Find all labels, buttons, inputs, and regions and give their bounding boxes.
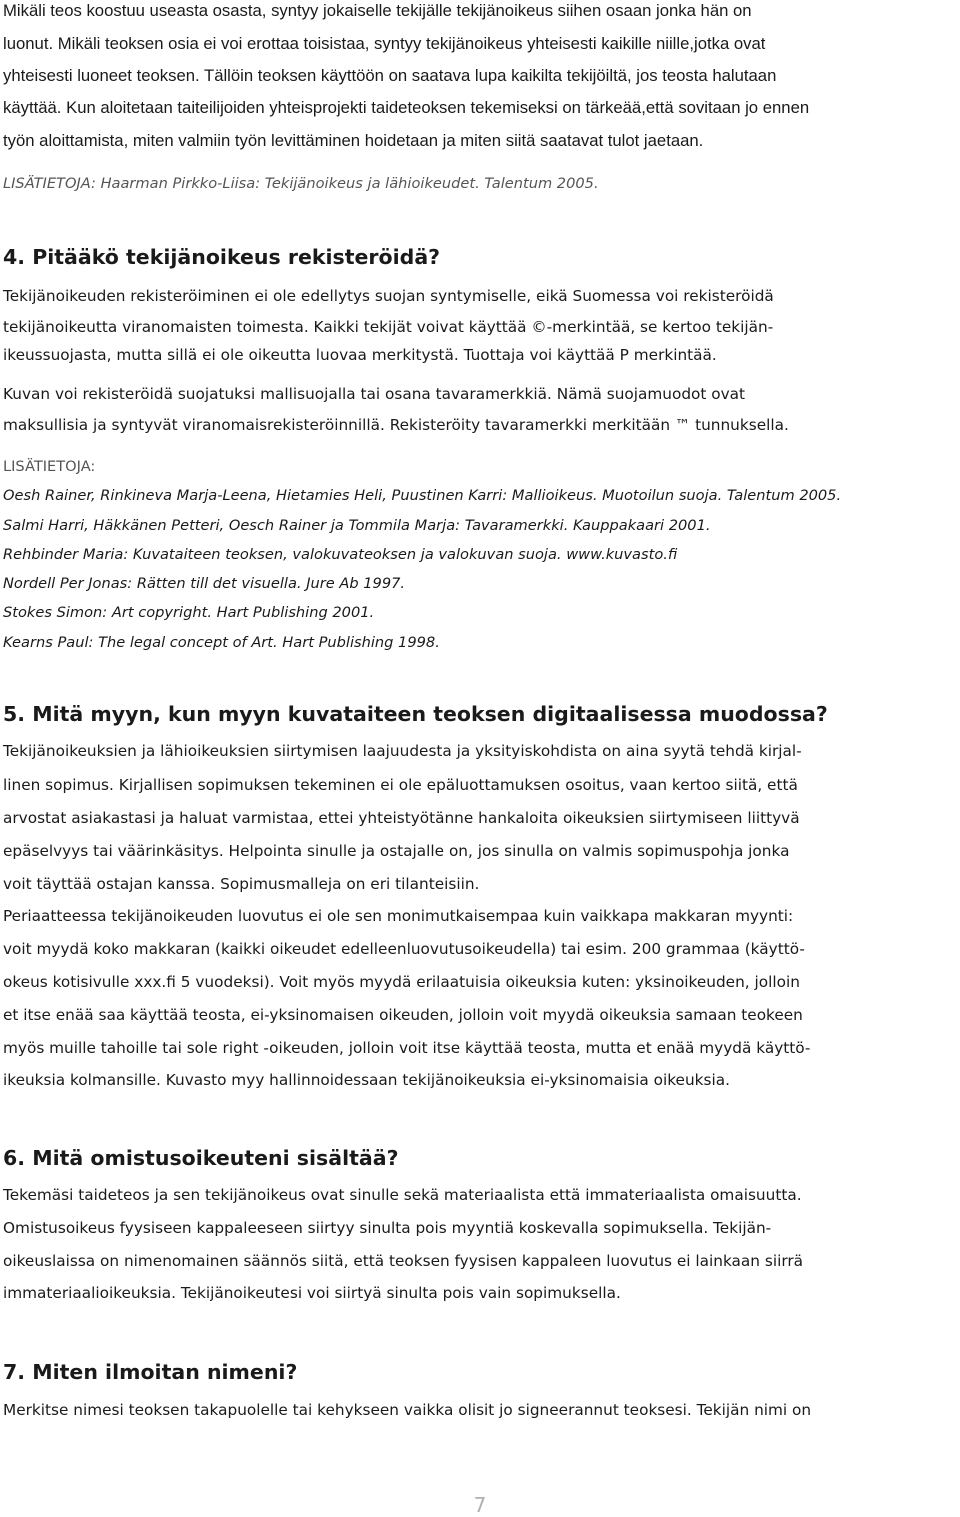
paragraph-line: Kuvan voi rekisteröidä suojatuksi mallisuojalla tai osana tavaramerkkiä. Nämä suojamuodot ovat [3, 385, 746, 403]
reference-item: Rehbinder Maria: Kuvataiteen teoksen, valokuvateoksen ja valokuvan suoja. www.kuvasto.fi [3, 546, 678, 563]
paragraph-line: työn aloittamista, miten valmiin työn levittäminen hoidetaan ja miten siitä saatavat tulot jaetaan. [3, 131, 704, 150]
paragraph-line: luonut. Mikäli teoksen osia ei voi erottaa toisistaa, syntyy tekijänoikeus yhteisesti kaikille niille,jotka ovat [3, 34, 766, 53]
paragraph-line: epäselvyys tai väärinkäsitys. Helpointa sinulle ja ostajalle on, jos sinulla on valmis sopimuspohja jonka [3, 842, 790, 860]
paragraph-line: myös muille tahoille tai sole right -oikeuden, jolloin voit itse käyttää teosta, mutta et enää myydä käyttö- [3, 1039, 811, 1057]
paragraph-line: Mikäli teos koostuu useasta osasta, syntyy jokaiselle tekijälle tekijänoikeus siihen osaan jonka hän on [3, 1, 752, 20]
paragraph-line: käyttää. Kun aloitetaan taiteilijoiden yhteisprojekti taideteoksen tekemiseksi on tärkeää,että sovitaan jo ennen [3, 98, 810, 117]
paragraph-line: et itse enää saa käyttää teosta, ei-yksinomaisen oikeuden, jolloin voit myydä oikeuksia samaan teokeen [3, 1006, 803, 1024]
paragraph-line: okeus kotisivulle xxx.fi 5 vuodeksi). Voit myös myydä erilaatuisia oikeuksia kuten: yksinoikeuden, jolloin [3, 973, 800, 991]
paragraph-line: maksullisia ja syntyvät viranomaisrekisteröinnillä. Rekisteröity tavaramerkki merkitään ™ tunnuksella. [3, 416, 789, 434]
paragraph-line: voit täyttää ostajan kanssa. Sopimusmalleja on eri tilanteisiin. [3, 875, 480, 893]
paragraph-line: Periaatteessa tekijänoikeuden luovutus ei ole sen monimutkaisempaa kuin vaikkapa makkaran myynti: [3, 907, 794, 925]
page-number: 7 [473, 1493, 487, 1517]
more-info-reference: LISÄTIETOJA: Haarman Pirkko-Liisa: Tekijänoikeus ja lähioikeudet. Talentum 2005. [3, 175, 599, 192]
paragraph-line: Tekemäsi taideteos ja sen tekijänoikeus ovat sinulle sekä materiaalista että immateriaalista omaisuutta. [3, 1186, 802, 1204]
section-heading: 7. Miten ilmoitan nimeni? [3, 1360, 298, 1384]
paragraph-line: ikeussuojasta, mutta sillä ei ole oikeutta luovaa merkitystä. Tuottaja voi käyttää P merkintää. [3, 346, 717, 364]
section-heading: 6. Mitä omistusoikeuteni sisältää? [3, 1146, 399, 1170]
reference-item: Nordell Per Jonas: Rätten till det visuella. Jure Ab 1997. [3, 575, 406, 592]
paragraph-line: immateriaalioikeuksia. Tekijänoikeutesi voi siirtyä sinulta pois vain sopimuksella. [3, 1284, 621, 1302]
paragraph-line: linen sopimus. Kirjallisen sopimuksen tekeminen ei ole epäluottamuksen osoitus, vaan kertoo siitä, että [3, 776, 798, 794]
paragraph-line: tekijänoikeutta viranomaisten toimesta. Kaikki tekijät voivat käyttää ©-merkintää, se kertoo tekijän- [3, 318, 774, 336]
paragraph-line: ikeuksia kolmansille. Kuvasto myy hallinnoidessaan tekijänoikeuksia ei-yksinomaisia oikeuksia. [3, 1071, 730, 1089]
paragraph-line: Tekijänoikeuden rekisteröiminen ei ole edellytys suojan syntymiselle, eikä Suomessa voi rekisteröidä [3, 287, 774, 305]
reference-item: Salmi Harri, Häkkänen Petteri, Oesch Rainer ja Tommila Marja: Tavaramerkki. Kauppakaari 2001. [3, 517, 711, 534]
more-info-label: LISÄTIETOJA: [3, 458, 96, 475]
paragraph-line: voit myydä koko makkaran (kaikki oikeudet edelleenluovutusoikeudella) tai esim. 200 grammaa (käyttö- [3, 940, 805, 958]
paragraph-line: arvostat asiakastasi ja haluat varmistaa, ettei yhteistyötänne hankaloita oikeuksien siirtymiseen liittyvä [3, 809, 800, 827]
section-heading: 4. Pitääkö tekijänoikeus rekisteröidä? [3, 245, 441, 269]
paragraph-line: Merkitse nimesi teoksen takapuolelle tai kehykseen vaikka olisit jo signeerannut teoksesi. Tekijän nimi on [3, 1401, 812, 1419]
paragraph-line: Omistusoikeus fyysiseen kappaleeseen siirtyy sinulta pois myyntiä koskevalla sopimuksella. Tekijän- [3, 1219, 772, 1237]
section-heading: 5. Mitä myyn, kun myyn kuvataiteen teoksen digitaalisessa muodossa? [3, 702, 828, 726]
reference-item: Stokes Simon: Art copyright. Hart Publishing 2001. [3, 604, 375, 621]
paragraph-line: Tekijänoikeuksien ja lähioikeuksien siirtymisen laajuudesta ja yksityiskohdista on aina syytä tehdä kirjal- [3, 742, 802, 760]
reference-item: Kearns Paul: The legal concept of Art. Hart Publishing 1998. [3, 634, 440, 651]
paragraph-line: yhteisesti luoneet teoksen. Tällöin teoksen käyttöön on saatava lupa kaikilta tekijöiltä, jos teosta halutaan [3, 66, 777, 85]
reference-item: Oesh Rainer, Rinkineva Marja-Leena, Hietamies Heli, Puustinen Karri: Mallioikeus. Muotoilun suoja. Talentum 2005. [3, 487, 842, 504]
paragraph-line: oikeuslaissa on nimenomainen säännös siitä, että teoksen fyysisen kappaleen luovutus ei lainkaan siirrä [3, 1252, 804, 1270]
